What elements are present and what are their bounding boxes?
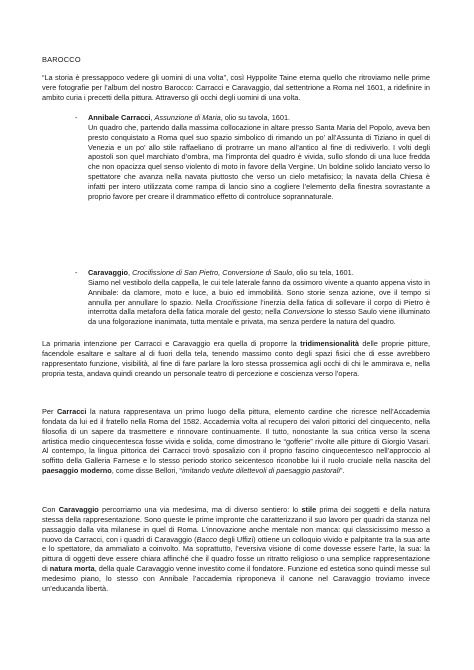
body-text: Siamo nel vestibolo della cappella, le cui tele laterale fanno da ossimoro vivente a quanto appena visto in Annibale: da clamore, moto e luce, a buio ed immobilità. Sono storie senza azione, ove il tempo si annulla per annullare lo spazio. Nella <box>88 277 430 307</box>
body-bold: stile <box>301 505 317 514</box>
item-body: Un quadro che, partendo dalla massima collocazione in altare presso Santa Maria del Popolo, aveva ben presto conquistato a Roma quel suo spazio simbolico di rimando un po’ all’Assunta di Tiziano in quel di Venezia e un po’ allo stile raffaeliano di protrarre un mano all’antico al fine di rediviverlo. I volti degli apostoli son quel marchiato d’ombra, ma l’impronta del quadro è vivida, sullo sfondo di una luce fredda che non opacizza quel senso violento di moto in favore della Vergine. Un boldine solido lanciato verso lo spettatore che avanza nella navata piuttosto che verso un cielo metafisico; la navata della Chiesa è infatti per intero utilizzata come rampa di lancio sino a cogliere l’elemento della finestra sovrastante a proprio favore per creare il drammatico effetto di controluce soprannaturale. <box>88 122 430 201</box>
body-text: percorriamo una via medesima, ma di diverso sentiero: lo <box>98 505 302 514</box>
item-body <box>88 278 430 327</box>
body-bold: paesaggio moderno <box>42 466 112 476</box>
body-bold: natura morta <box>49 564 95 574</box>
body-text: la natura rappresentava un primo luogo della pittura, elemento cardine che ricresce nell’Accademia fondata da lui ed il fratello nella Roma del 1582. Accademia volta al recupero dei valori pittorici del cinquecento, nella filosofia di un sapere da trasmettere e rinnovare continuamente. Il tutto, nonostante la sua critica verso la scena artistica medio cinquecentesca fosse vivida e solida, come dimostrano le “gofferie” rivolte alle pitture di Giorgio Vasari. Al contempo, la lingua pittorica dei Carracci trovò sposalizio con il proprio fascino cinquecentesco nell’approccio al soffitto della Galleria Farnese e lo stesso periodo storico seicentesco riconobbe lui il ruolo cruciale nella nascita del <box>42 407 430 466</box>
body-italic: Bacco <box>196 534 218 544</box>
artist-name: Annibale Carracci <box>88 113 151 122</box>
body-text: ”. <box>339 466 345 476</box>
paragraph-caravaggio <box>42 505 430 594</box>
work-title: Assunzione di Maria <box>154 113 221 122</box>
item-heading: Caravaggio, Crocifissione di San Pietro, Conversione di Saulo, olio su tela, 1601. <box>88 268 354 277</box>
document-title: BAROCCO <box>42 55 81 64</box>
item-heading: Annibale Carracci, Assunzione di Maria, olio su tavola, 1601. <box>88 113 291 122</box>
body-bold: Caravaggio <box>58 505 99 514</box>
work-meta: , olio su tavola, 1601. <box>220 113 291 122</box>
body-text: l’inerzia della fatica di sollevare il corpo di Pietro è interrotta dalla metafora della fatica morale del gesto; nella <box>88 297 430 317</box>
body-text: prima dei soggetti e della natura stessa della rappresentazione. Sono queste le prime impronte che caratterizzano il suo lavoro per quadri da stanza nel passaggio dalla vita milanese in quel di Roma. L’innovazione anche mentale non manca: qui classicissimo messo a nuovo da Carracci, con i quadri di Caravaggio ( <box>42 505 430 544</box>
list-dash: - <box>75 113 78 122</box>
body-italic: imitando vedute dilettevoli di paesaggio pastorali <box>181 466 340 476</box>
paragraph-carracci <box>42 407 430 476</box>
artist-name: Caravaggio <box>88 268 128 277</box>
body-text: , della quale Caravaggio venne investito come il fondatore. Funzione ed estetica sono quindi messe sul medesimo piano, lo stesso con Annibale l’accademia riproponeva il canone nel Caravaggio troviamo invece un’educanda libertà. <box>42 564 430 593</box>
list-item-carracci <box>88 113 430 202</box>
list-item-caravaggio <box>88 268 430 327</box>
body-text: delle proprie pitture, facendole esaltare e saltare al di fuori della tela, tenendo massimo conto degli spazi fisici che di esse avrebbero rappresentato funzione, visibilità, al fine di fare parlare la loro stessa prossemica agli occhi di chi le ammirava e, nella propria testa, andava quindi creando un personale teatro di percezione e coscienza verso l’opera. <box>42 339 430 378</box>
body-text: La primaria intenzione per Carracci e Caravaggio era quella di proporre la <box>42 339 301 348</box>
list-dash: - <box>75 268 78 277</box>
intro-paragraph: “La storia è pressappoco vedere gli uomini di una volta”, così Hyppolite Taine eterna quello che ritroviamo nelle prime vere fotografie per l’album del nostro Barocco: Carracci e Caravaggio, dal settentrione a Roma nel 1601, a ridefinire in ambito curia i precetti della pittura. Attraverso gli occhi degli uomini di una volta. <box>42 73 430 102</box>
body-bold: Carracci <box>57 407 87 416</box>
body-text: , come disse Bellori, “ <box>111 466 182 476</box>
body-bold: tridimensionalità <box>300 339 359 348</box>
body-italic: Crocifissione <box>215 297 258 307</box>
body-text: lo stesso Saulo viene illuminato da una folgorazione inanimata, tutta mentale e privata, ma senza perdere la natura del quadro. <box>88 307 430 327</box>
work-title: Crocifissione di San Pietro, Conversione di Saulo <box>132 268 293 277</box>
paragraph-tridimensionality <box>42 339 430 378</box>
body-text: Con <box>42 505 59 514</box>
work-meta: , olio su tela, 1601. <box>292 268 354 277</box>
body-text: Per <box>42 407 57 416</box>
body-text: degli Uffizi) ottiene un colloquio vivido e palpitante tra la sua arte e lo spettatore, da ammaliato a coinvolto. Ma soprattutto, l’eversiva visione di come dovesse essere l’arte, la sua: la pittura di oggetti deve essere chiara affinché che il quadro fosse un ritratto religioso o una semplice rappresentazione di <box>42 534 431 574</box>
body-italic: Conversione <box>282 307 325 317</box>
